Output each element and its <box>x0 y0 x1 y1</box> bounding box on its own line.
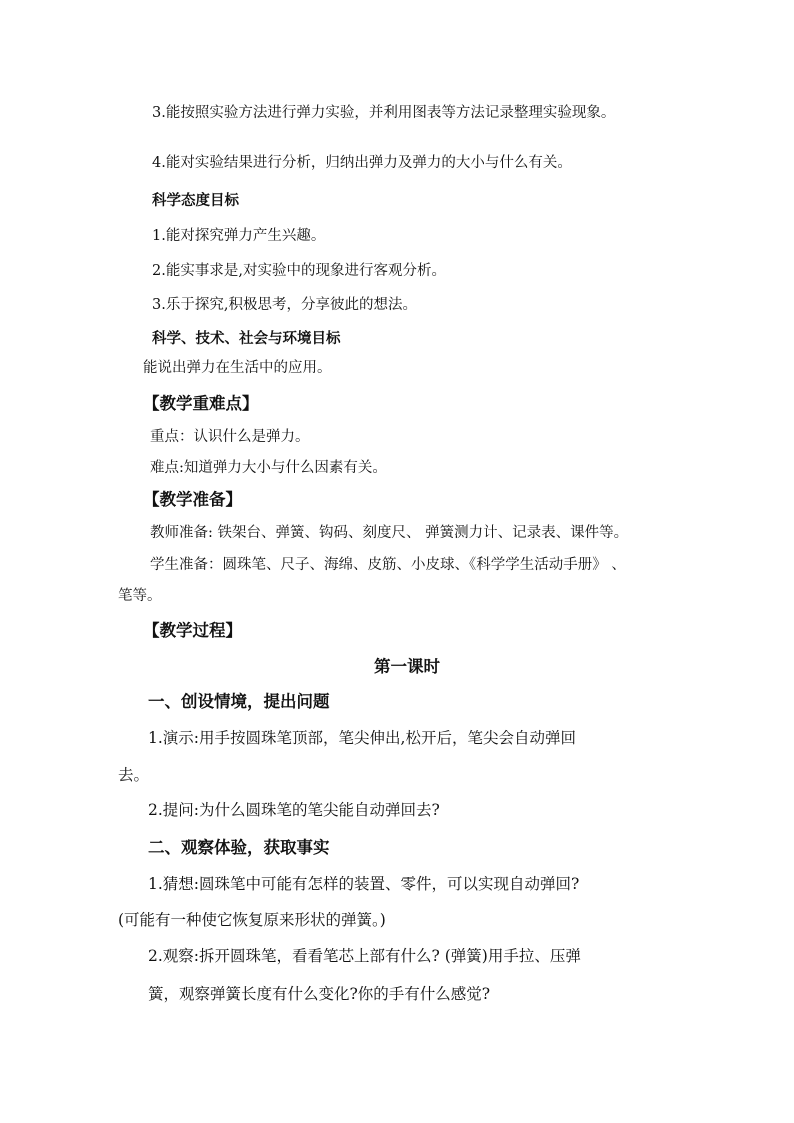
preparation-heading: 【教学准备】 <box>143 490 242 509</box>
section-1-item-1-line-2: 去。 <box>118 766 150 784</box>
key-point-focus: 重点：认识什么是弹力。 <box>150 429 310 445</box>
objective-item-4: 4.能对实验结果进行分析，归纳出弹力及弹力的大小与什么有关。 <box>152 155 572 171</box>
sts-heading: 科学、技术、社会与环境目标 <box>152 331 341 347</box>
key-points-heading: 【教学重难点】 <box>143 394 259 413</box>
section-2-item-1-line-1: 1.猜想:圆珠笔中可能有怎样的装置、零件，可以实现自动弹回? <box>148 875 580 893</box>
section-2-heading: 二、观察体验，获取事实 <box>148 838 330 857</box>
section-2-item-1-line-2: (可能有一种使它恢复原来形状的弹簧。) <box>118 911 386 929</box>
teacher-preparation: 教师准备: 铁架台、弹簧、钩码、刻度尺、 弹簧测力计、记录表、课件等。 <box>150 525 629 541</box>
section-2-item-2-line-2: 簧，观察弹簧长度有什么变化?你的手有什么感觉? <box>148 985 491 1003</box>
attitude-item-2: 2.能实事求是,对实验中的现象进行客观分析。 <box>152 263 446 279</box>
section-1-heading: 一、创设情境，提出问题 <box>148 692 330 711</box>
student-preparation-line-1: 学生准备：圆珠笔、尺子、海绵、皮筋、小皮球、《科学学生活动手册》 、 <box>150 557 626 573</box>
section-1-item-2: 2.提问:为什么圆珠笔的笔尖能自动弹回去? <box>148 801 440 819</box>
attitude-item-3: 3.乐于探究,积极思考，分享彼此的想法。 <box>152 297 417 313</box>
key-point-difficulty: 难点:知道弹力大小与什么因素有关。 <box>150 460 387 476</box>
objective-item-3: 3.能按照实验方法进行弹力实验，并利用图表等方法记录整理实验现象。 <box>152 105 616 121</box>
student-preparation-line-2: 笔等。 <box>118 588 162 604</box>
attitude-item-1: 1.能对探究弹力产生兴趣。 <box>152 228 326 244</box>
sts-text: 能说出弹力在生活中的应用。 <box>143 360 332 376</box>
section-1-item-1-line-1: 1.演示:用手按圆珠笔顶部，笔尖伸出,松开后，笔尖会自动弹回 <box>148 729 576 747</box>
attitude-heading: 科学态度目标 <box>152 193 239 209</box>
section-2-item-2-line-1: 2.观察:拆开圆珠笔，看看笔芯上部有什么? (弹簧)用手拉、压弹 <box>148 947 581 965</box>
process-heading: 【教学过程】 <box>143 621 242 640</box>
lesson-title: 第一课时 <box>374 657 440 676</box>
